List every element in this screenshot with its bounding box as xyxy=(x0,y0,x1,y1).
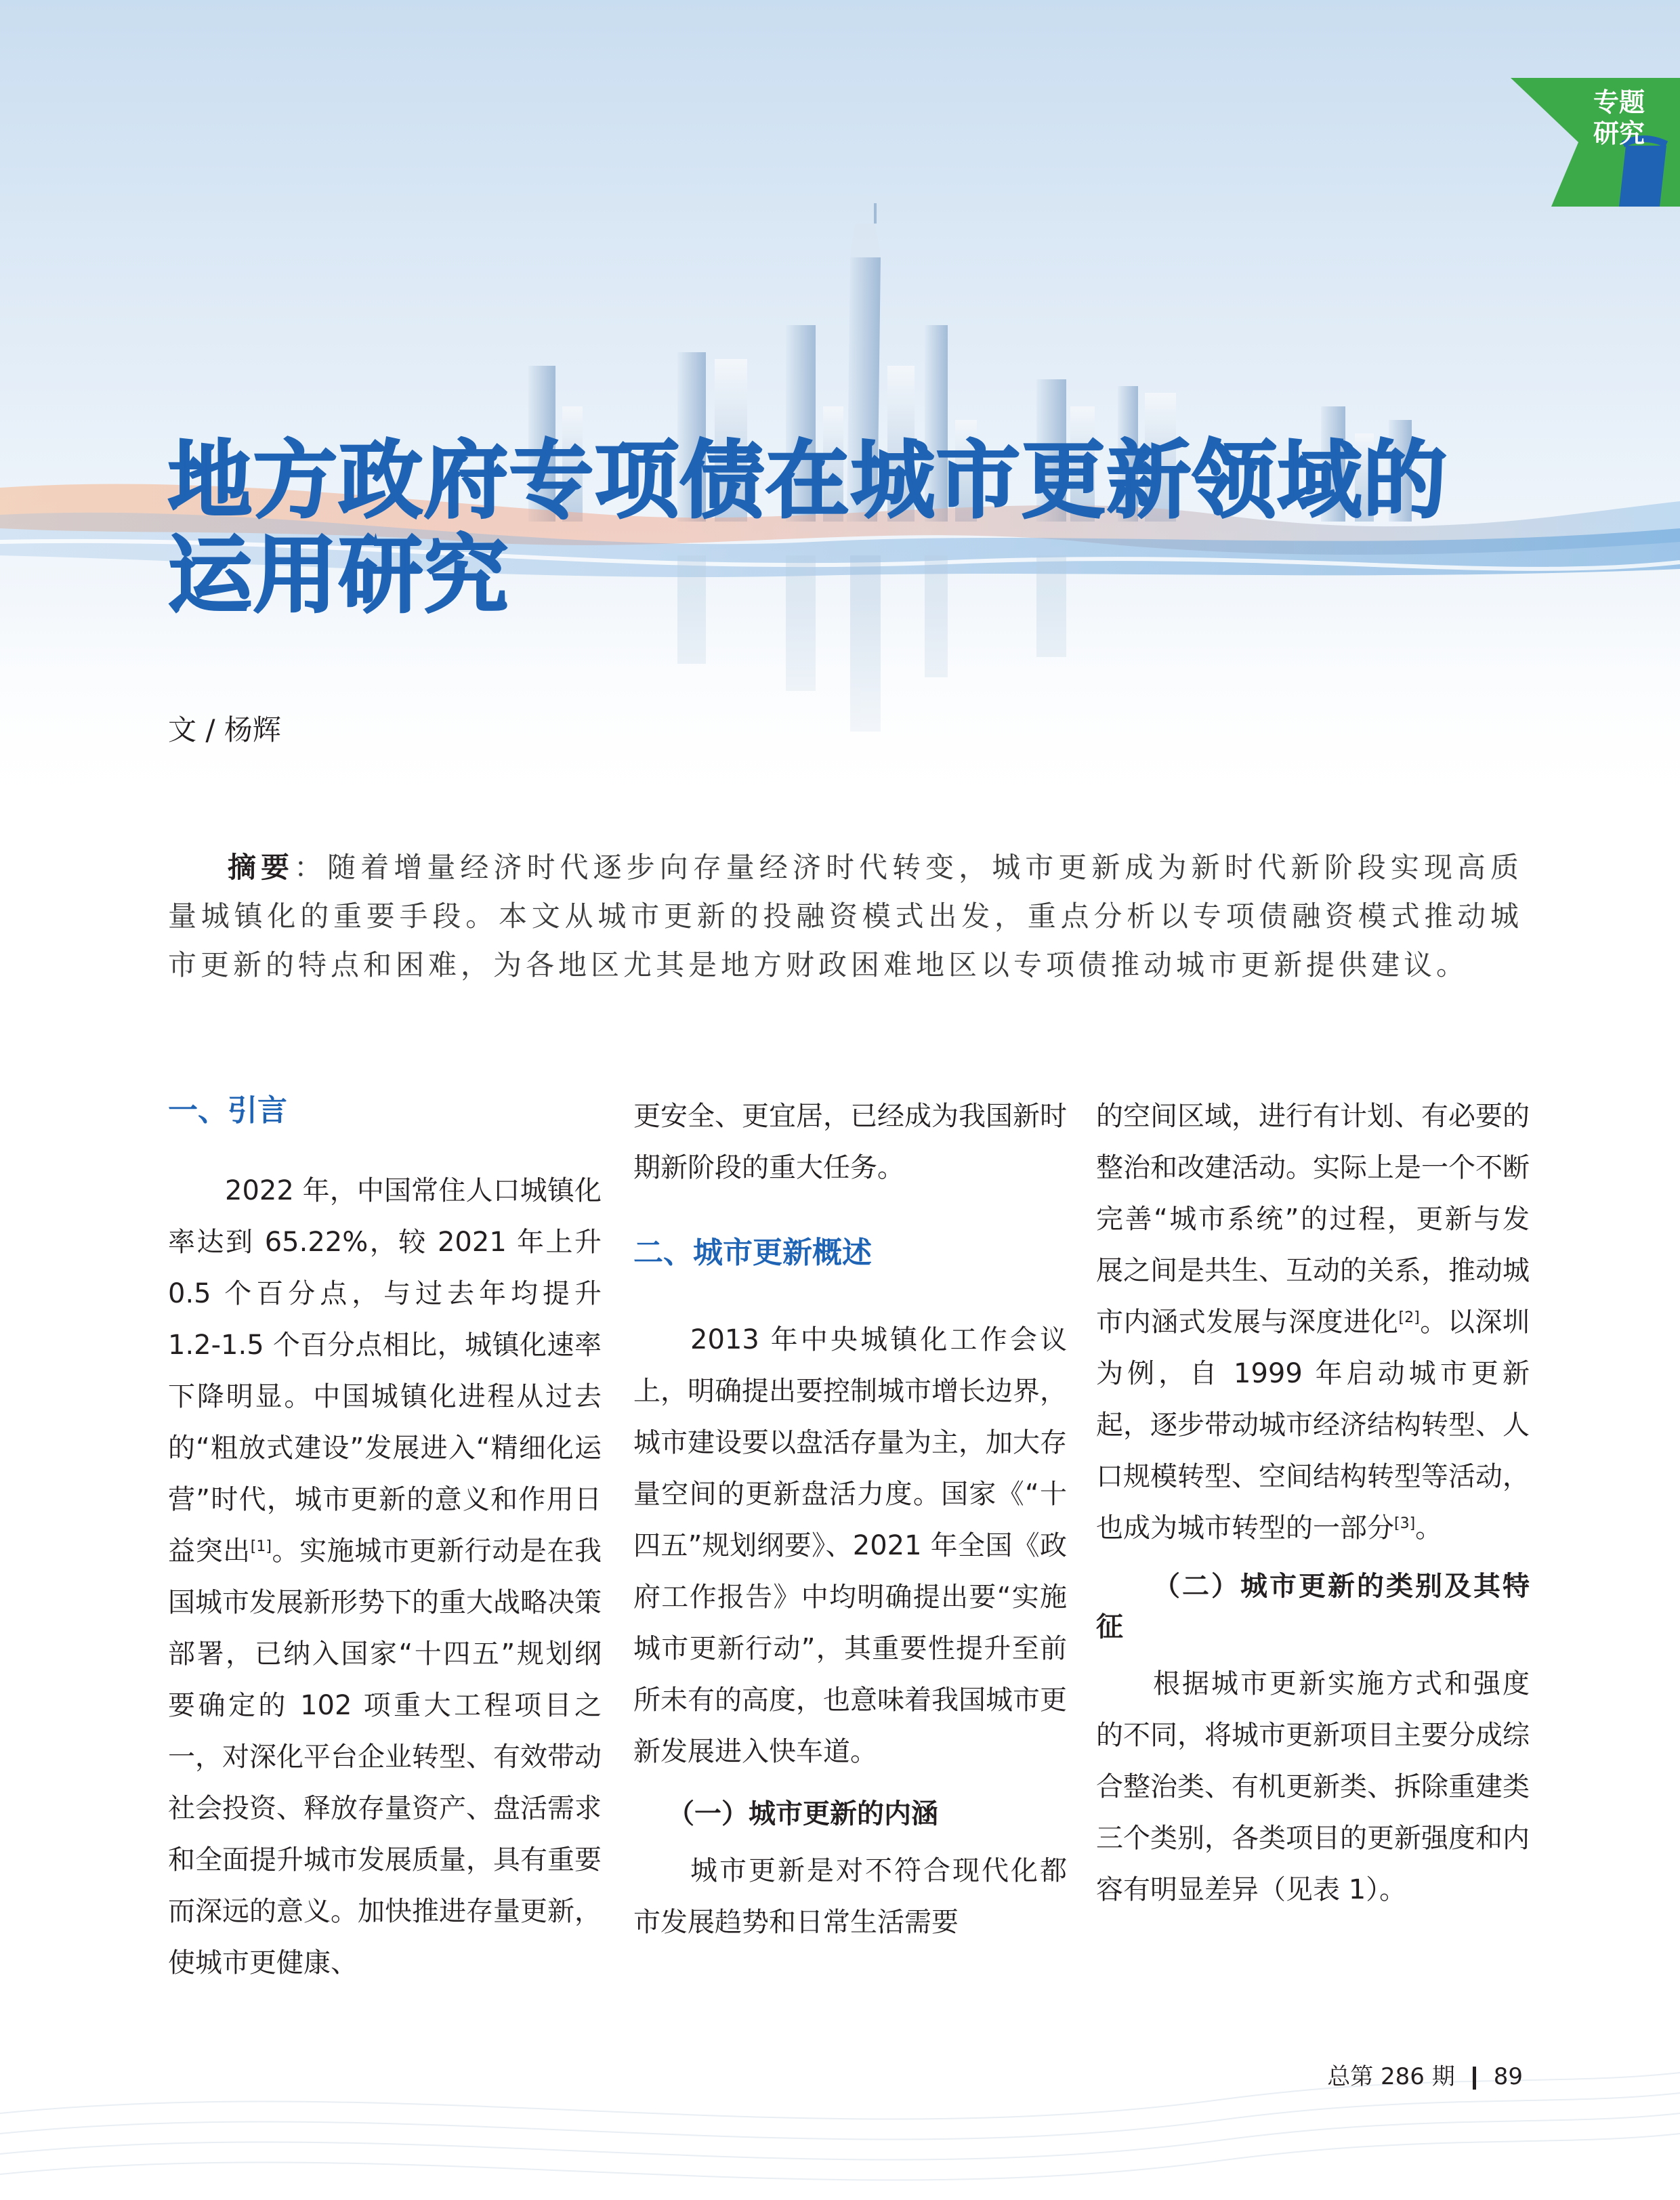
column-2 xyxy=(633,1091,1067,1948)
citation-ref[interactable]: [3] xyxy=(1394,1515,1416,1532)
paragraph-text: 。 xyxy=(1415,1512,1443,1544)
paragraph: 城市更新是对不符合现代化都市发展趋势和日常生活需要 xyxy=(633,1855,1067,1938)
section-heading-overview: 二、城市更新概述 xyxy=(633,1235,872,1270)
abstract-text: ：随着增量经济时代逐步向存量经济时代转变，城市更新成为新时代新阶段实现高质量城镇化的重要手段。本文从城市更新的投融资模式出发，重点分析以专项债融资模式推动城市更新的特点和困难，为各地区尤其是地方财政困难地区以专项债推动城市更新提供建议。 xyxy=(168,851,1523,981)
citation-ref[interactable]: [2] xyxy=(1398,1309,1420,1326)
paragraph-text: 。以深圳为例，自 1999 年启动城市更新起，逐步带动城市经济结构转型、人口规模转型、空间结构转型等活动，也成为城市转型的一部分 xyxy=(1096,1307,1530,1544)
abstract xyxy=(168,843,1523,990)
paragraph-text: 。实施城市更新行动是在我国城市发展新形势下的重大战略决策部署，已纳入国家“十四五”规划纲要确定的 102 项重大工程项目之一，对深化平台企业转型、有效带动社会投资、释放存量资产、盘活需求和全面提升城市发展质量，具有重要而深远的意义。加快推进存量更新，使城市更健康、 xyxy=(168,1536,602,1979)
paragraph xyxy=(1096,1091,1530,1554)
paragraph: 2013 年中央城镇化工作会议上，明确提出要控制城市增长边界，城市建设要以盘活存量为主，加大存量空间的更新盘活力度。国家《“十四五”规划纲要》、2021 年全国《政府工作报告》中均明确提出要“实施城市更新行动”，其重要性提升至前所未有的高度，也意味着我国城市更新发展进入快车道。 xyxy=(633,1324,1067,1767)
footer-divider xyxy=(1473,2067,1476,2090)
paragraph: 根据城市更新实施方式和强度的不同，将城市更新项目主要分成综合整治类、有机更新类、拆除重建类三个类别，各类项目的更新强度和内容有明显差异（见表 1）。 xyxy=(1096,1668,1530,1905)
page-footer xyxy=(1327,2058,1523,2091)
page-number: 89 xyxy=(1493,2063,1523,2090)
section-tag-line1: 专题 xyxy=(1593,87,1645,117)
paragraph-text: 的空间区域，进行有计划、有必要的整治和改建活动。实际上是一个不断完善“城市系统”的过程，更新与发展之间是共生、互动的关系，推动城市内涵式发展与深度进化 xyxy=(1096,1101,1530,1338)
citation-ref[interactable]: [1] xyxy=(250,1538,272,1555)
section-heading-intro: 一、引言 xyxy=(168,1093,287,1128)
issue-number: 总第 286 期 xyxy=(1327,2063,1455,2090)
decorative-wave-lines xyxy=(0,1829,1680,2200)
column-3 xyxy=(1096,1091,1530,1916)
article-title-line1: 地方政府专项债在城市更新领域的 xyxy=(168,432,1449,530)
subheading-categories: （二）城市更新的类别及其特征 xyxy=(1096,1571,1530,1643)
section-tag xyxy=(1578,87,1660,149)
article-title xyxy=(168,433,1455,623)
article-title-line2: 运用研究 xyxy=(168,527,510,625)
author-byline: 文 / 杨辉 xyxy=(168,713,281,746)
city-skyline-illustration xyxy=(0,0,1680,813)
abstract-label: 摘要 xyxy=(228,851,295,884)
hero-banner xyxy=(0,0,1680,813)
paragraph-text: 2022 年，中国常住人口城镇化率达到 65.22%，较 2021 年上升 0.5 个百分点，与过去年均提升 1.2-1.5 个百分点相比，城镇化速率下降明显。中国城镇化进程从过去的“粗放式建设”发展进入“精细化运营”时代，城市更新的意义和作用日益突出 xyxy=(168,1175,602,1567)
section-tag-line2: 研究 xyxy=(1593,119,1645,148)
subheading-connotation: （一）城市更新的内涵 xyxy=(667,1798,938,1829)
paragraph: 更安全、更宜居，已经成为我国新时期新阶段的重大任务。 xyxy=(633,1101,1067,1183)
